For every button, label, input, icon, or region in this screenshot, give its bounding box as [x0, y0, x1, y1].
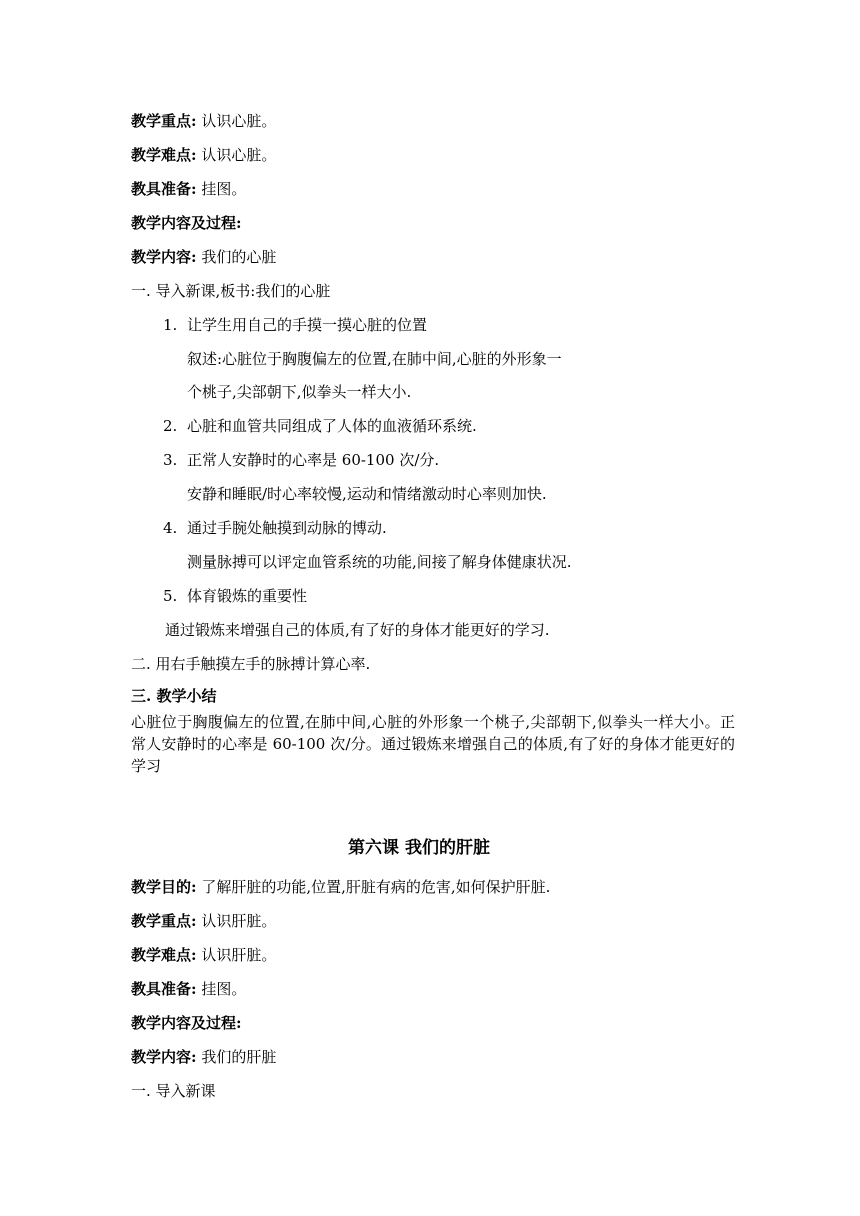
list-item-note: 叙述:心脏位于胸腹偏左的位置,在肺中间,心脏的外形象一: [187, 350, 562, 368]
difficulty-line: [131, 145, 276, 165]
key-point-label: 教学重点:: [131, 112, 197, 130]
list-item-note: 安静和睡眠/时心率较慢,运动和情绪激动时心率则加快.: [187, 485, 547, 503]
list-item-text: 通过手腕处触摸到动脉的博动.: [187, 519, 387, 537]
list-item-3: [163, 450, 439, 470]
list-item-1: [163, 315, 427, 335]
section-2-heading: 二. 用右手触摸左手的脉搏计算心率.: [131, 655, 371, 673]
list-item-number: 3.: [163, 451, 178, 469]
list-item-4: [163, 518, 387, 538]
list-item-number: 2.: [163, 417, 178, 435]
key-point-text: 认识心脏。: [201, 112, 277, 130]
goal-line: [131, 877, 550, 897]
list-item-text: 心脏和血管共同组成了人体的血液循环系统.: [187, 417, 477, 435]
tools-text: 挂图。: [201, 180, 247, 198]
list-item-text: 正常人安静时的心率是 60-100 次/分.: [187, 451, 440, 469]
key-point-label: 教学重点:: [131, 912, 197, 930]
list-item-note: 个桃子,尖部朝下,似拳头一样大小.: [187, 383, 412, 401]
content-label: 教学内容:: [131, 248, 197, 266]
difficulty-text: 认识肝脏。: [201, 946, 277, 964]
difficulty-label: 教学难点:: [131, 946, 197, 964]
tools-label: 教具准备:: [131, 980, 197, 998]
content-line: [131, 1047, 276, 1067]
list-item-2: [163, 416, 477, 436]
list-item-number: 5.: [163, 587, 178, 605]
content-text: 我们的心脏: [201, 248, 277, 266]
tools-text: 挂图。: [201, 980, 247, 998]
list-item-text: 让学生用自己的手摸一摸心脏的位置: [187, 316, 428, 334]
section-1-heading: 一. 导入新课,板书:我们的心脏: [131, 282, 331, 300]
content-line: [131, 247, 276, 267]
section-1-heading: 一. 导入新课: [131, 1082, 216, 1100]
goal-text: 了解肝脏的功能,位置,肝脏有病的危害,如何保护肝脏.: [201, 878, 551, 896]
summary-paragraph: 心脏位于胸腹偏左的位置,在肺中间,心脏的外形象一个桃子,尖部朝下,似拳头一样大小。正常人安静时的心率是 60-100 次/分。通过锻炼来增强自己的体质,有了好的身体才能更好的学习: [131, 713, 735, 775]
difficulty-text: 认识心脏。: [201, 146, 277, 164]
difficulty-label: 教学难点:: [131, 146, 197, 164]
section-3-heading: 三. 教学小结: [131, 687, 217, 705]
tools-line: [131, 179, 246, 199]
tools-line: [131, 979, 246, 999]
list-item-note: 通过锻炼来增强自己的体质,有了好的身体才能更好的学习.: [165, 621, 550, 639]
content-label: 教学内容:: [131, 1048, 197, 1066]
list-item-note: 测量脉搏可以评定血管系统的功能,间接了解身体健康状况.: [187, 553, 572, 571]
key-point-line: [131, 111, 276, 131]
tools-label: 教具准备:: [131, 180, 197, 198]
process-heading: 教学内容及过程:: [131, 214, 242, 232]
key-point-text: 认识肝脏。: [201, 912, 277, 930]
key-point-line: [131, 911, 276, 931]
list-item-number: 4.: [163, 519, 178, 537]
difficulty-line: [131, 945, 276, 965]
process-heading: 教学内容及过程:: [131, 1014, 242, 1032]
list-item-number: 1.: [163, 316, 178, 334]
content-text: 我们的肝脏: [201, 1048, 277, 1066]
goal-label: 教学目的:: [131, 878, 197, 896]
list-item-5: [163, 586, 307, 606]
list-item-text: 体育锻炼的重要性: [187, 587, 308, 605]
page-title: 第六课 我们的肝脏: [348, 838, 490, 858]
